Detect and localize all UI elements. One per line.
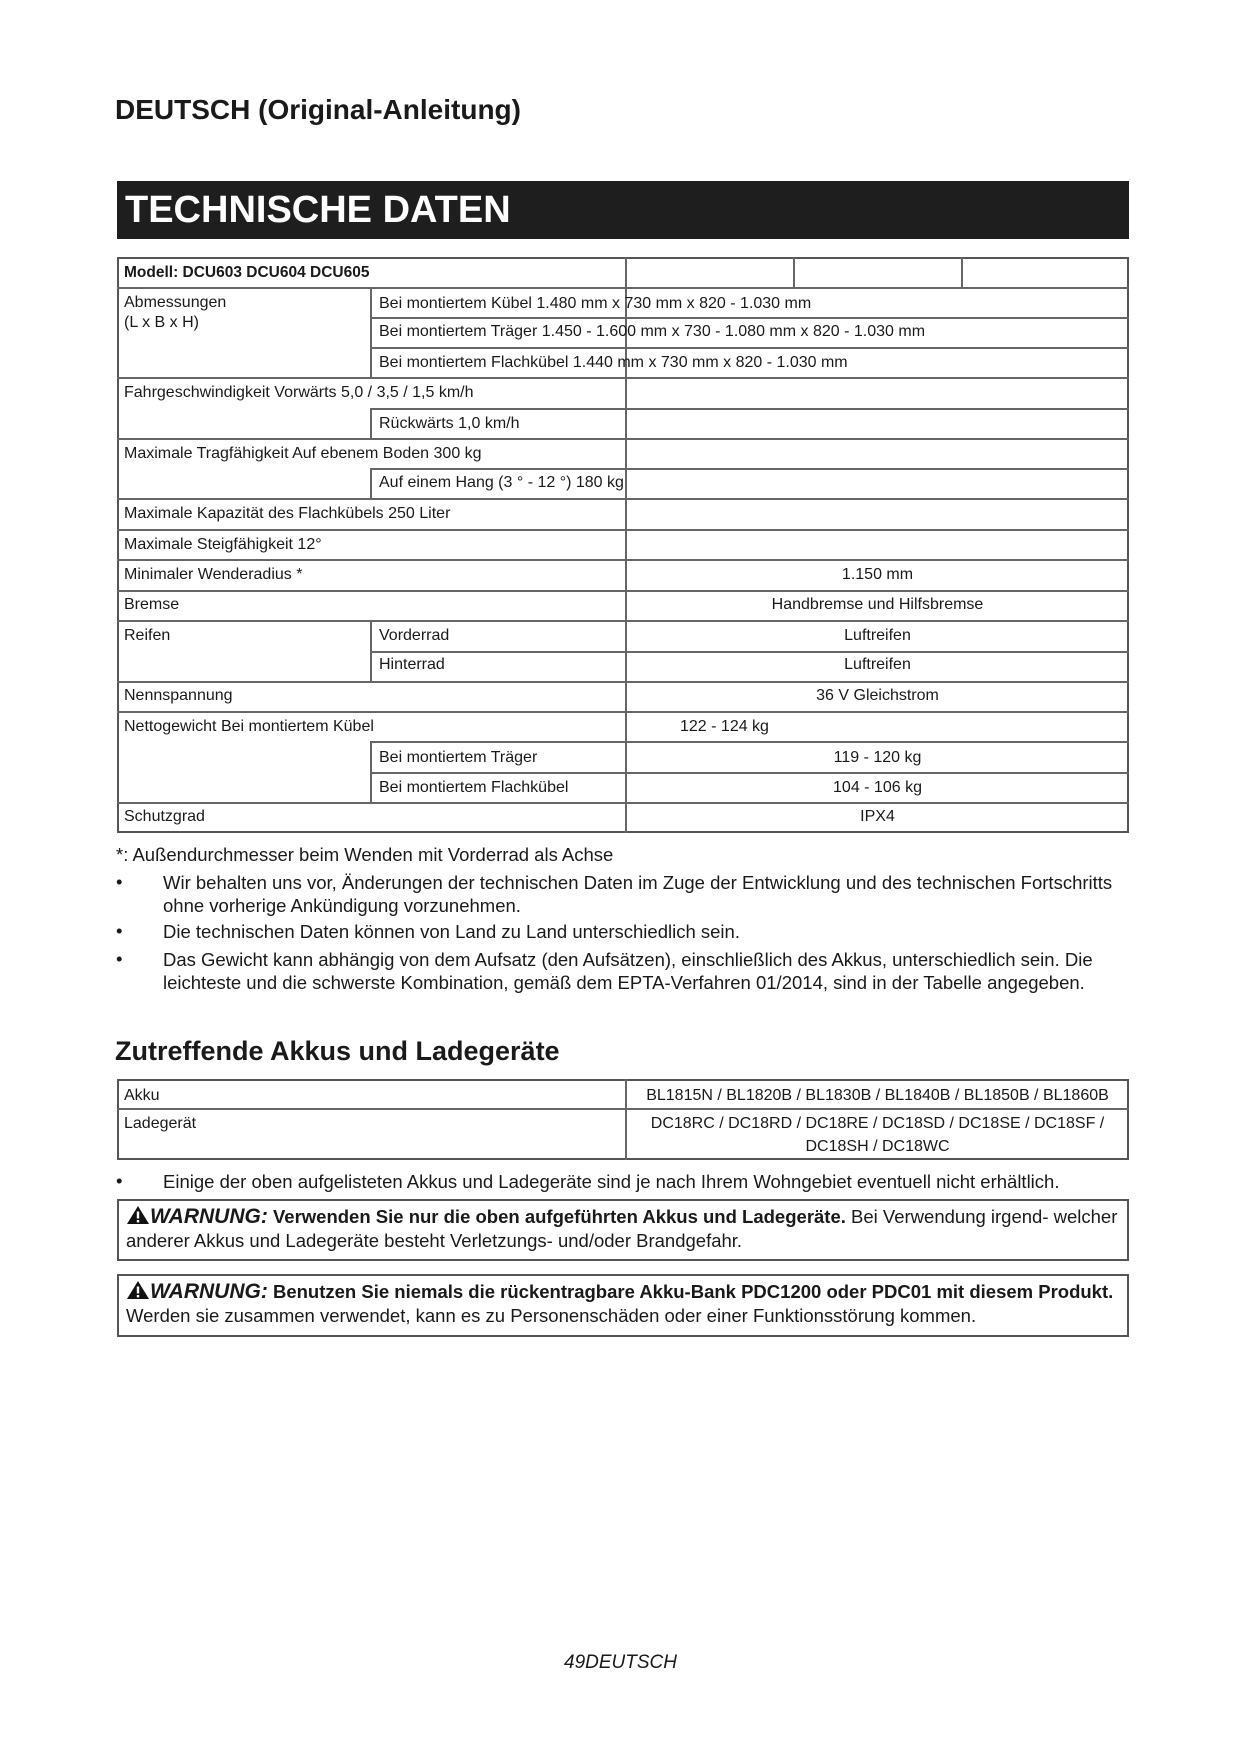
tire-rear-label: Hinterrad [379,656,445,673]
warning-1-text: Bei Verwendung irgend- welcher anderer Akkus und Ladegeräte besteht Verletzungs- und/oder Brandgefahr. [126,1206,1118,1251]
speed-reverse: Rückwärts 1,0 km/h [379,415,520,432]
weight-flach-value: 104 - 106 kg [833,779,922,796]
voltage-value: 36 V Gleichstrom [816,687,939,704]
akku-label: Akku [124,1087,160,1104]
dimensions-unit: (L x B x H) [124,314,199,331]
akku-value: BL1815N / BL1820B / BL1830B / BL1840B / BL1850B / BL1860B [646,1087,1109,1104]
protection-value: IPX4 [860,808,895,825]
tire-front-value: Luftreifen [844,627,911,644]
charger-label: Ladegerät [124,1115,197,1132]
dim-traeger: Bei montiertem Träger 1.450 - 1.600 mm x 730 - 1.080 mm x 820 - 1.030 mm [379,323,926,340]
note-bullet-3: Das Gewicht kann abhängig von dem Aufsatz (den Aufsätzen), einschließlich des Akkus, unterschiedlich sein. Die leichteste und die schwerste Kombination, gemäß dem EPTA-Verfahren 01/2014, sind in der Tabelle angegeben. [163,949,1093,993]
voltage-label: Nennspannung [124,687,233,704]
warning-triangle-icon [126,1205,150,1225]
brake-value: Handbremse und Hilfsbremse [771,596,984,613]
tire-rear-value: Luftreifen [844,656,911,673]
warning-box-2 [117,1274,1129,1337]
speed-forward: Fahrgeschwindigkeit Vorwärts 5,0 / 3,5 / 1,5 km/h [124,384,474,401]
page-footer: 49DEUTSCH [564,1652,677,1673]
warning-label: WARNUNG: [150,1205,268,1228]
flat-bucket-capacity: Maximale Kapazität des Flachkübels 250 Liter [124,505,451,522]
warning-2-bold: Benutzen Sie niemals die rückentragbare Akku-Bank PDC1200 oder PDC01 mit diesem Produkt. [272,1281,1114,1302]
turn-radius-label: Minimaler Wenderadius * [124,566,303,583]
bullet-marker: • [116,871,123,892]
weight-flach-label: Bei montiertem Flachkübel [379,779,569,796]
warning-1-bold: Verwenden Sie nur die oben aufgeführten Akkus und Ladegeräte. [272,1206,846,1227]
warning-triangle-icon [126,1280,150,1300]
weight-kuebel-label: Nettogewicht Bei montiertem Kübel [124,718,374,735]
battery-section-title: Zutreffende Akkus und Ladegeräte [115,1036,560,1066]
bullet-marker: • [116,948,123,969]
load-slope: Auf einem Hang (3 ° - 12 °) 180 kg [379,474,624,491]
weight-traeger-label: Bei montiertem Träger [379,749,538,766]
tire-front-label: Vorderrad [379,627,450,644]
tire-label: Reifen [124,627,171,644]
load-flat: Maximale Tragfähigkeit Auf ebenem Boden 300 kg [124,445,482,462]
weight-kuebel-value: 122 - 124 kg [680,718,769,735]
charger-value-line2: DC18SH / DC18WC [805,1138,950,1155]
charger-value-line1: DC18RC / DC18RD / DC18RE / DC18SD / DC18SE / DC18SF / [650,1115,1105,1132]
weight-traeger-value: 119 - 120 kg [833,749,922,766]
turn-radius-value: 1.150 mm [841,566,914,583]
dim-kuebel: Bei montiertem Kübel 1.480 mm x 730 mm x 820 - 1.030 mm [379,295,812,312]
dimensions-label: Abmessungen [124,294,227,311]
bullet-marker: • [116,920,123,941]
page-language-header: DEUTSCH (Original-Anleitung) [115,94,521,125]
warning-2-text: Werden sie zusammen verwendet, kann es zu Personenschäden oder einer Funktionsstörung kommen. [126,1305,977,1326]
protection-label: Schutzgrad [124,808,205,825]
bullet-marker: • [116,1170,123,1191]
availability-note: Einige der oben aufgelisteten Akkus und Ladegeräte sind je nach Ihrem Wohngebiet eventuell nicht erhältlich. [163,1171,1060,1192]
brake-label: Bremse [124,596,180,613]
model-cell: Modell: DCU603 DCU604 DCU605 [124,264,370,281]
warning-box-1 [117,1199,1129,1261]
note-bullet-1: Wir behalten uns vor, Änderungen der technischen Daten im Zuge der Entwicklung und des technischen Fortschritts ohne vorherige Ankündigung vorzunehmen. [163,872,1113,916]
section-title-bar: TECHNISCHE DATEN [117,181,1129,239]
climb-ability: Maximale Steigfähigkeit 12° [124,536,322,553]
note-bullet-2: Die technischen Daten können von Land zu Land unterschiedlich sein. [163,921,740,942]
warning-label: WARNUNG: [150,1280,268,1303]
footnote: *: Außendurchmesser beim Wenden mit Vorderrad als Achse [116,844,614,865]
dim-flach: Bei montiertem Flachkübel 1.440 mm x 730 mm x 820 - 1.030 mm [379,354,848,371]
